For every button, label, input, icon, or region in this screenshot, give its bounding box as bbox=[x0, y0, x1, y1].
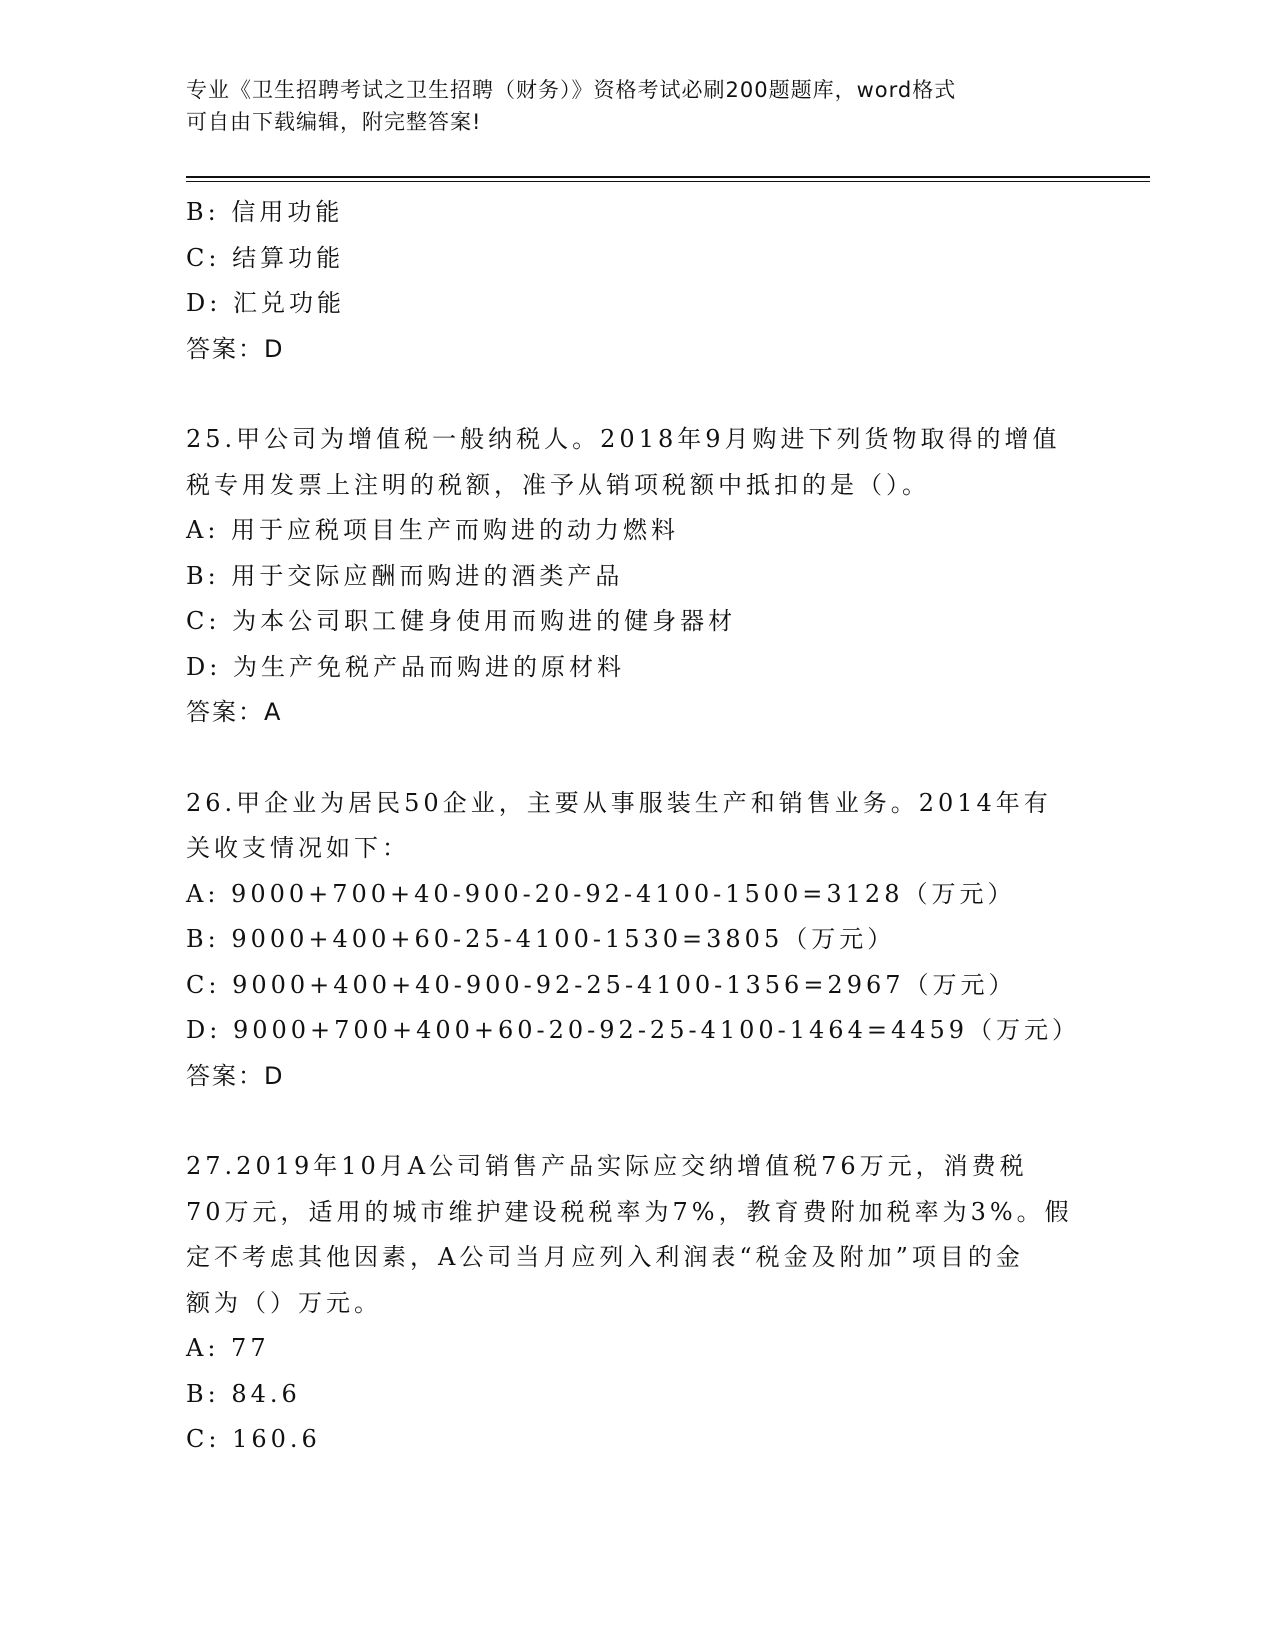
question-24-tail bbox=[186, 190, 1086, 372]
spacer bbox=[186, 736, 1086, 781]
question-27 bbox=[186, 1144, 1086, 1463]
question-26 bbox=[186, 781, 1086, 1100]
spacer bbox=[186, 1099, 1086, 1144]
option-d: D: 9000+700+400+60-20-92-25-4100-1464=4459（万元） bbox=[186, 1016, 1081, 1044]
question-text: 70万元，适用的城市维护建设税税率为7%，教育费附加税率为3%。假 bbox=[186, 1197, 1073, 1226]
header-title-line-1: 专业《卫生招聘考试之卫生招聘（财务）》资格考试必刷200题题库，word格式 bbox=[186, 78, 957, 102]
header-divider-thick bbox=[186, 176, 1150, 178]
question-text: 额为（）万元。 bbox=[186, 1288, 382, 1317]
option-a: A: 用于应税项目生产而购进的动力燃料 bbox=[186, 516, 680, 544]
option-b: B: 9000+400+60-25-4100-1530=3805（万元） bbox=[186, 925, 896, 953]
question-text: 定不考虑其他因素，A公司当月应列入利润表“税金及附加”项目的金 bbox=[186, 1243, 1024, 1271]
spacer bbox=[186, 372, 1086, 417]
question-text: 税专用发票上注明的税额，准予从销项税额中抵扣的是（）。 bbox=[186, 470, 930, 499]
option-c: C: 160.6 bbox=[186, 1425, 321, 1453]
option-c: C: 为本公司职工健身使用而购进的健身器材 bbox=[186, 607, 737, 635]
option-b: B: 用于交际应酬而购进的酒类产品 bbox=[186, 561, 624, 590]
option-d: D: 汇兑功能 bbox=[186, 289, 345, 317]
option-a: A: 77 bbox=[186, 1334, 270, 1362]
question-text: 关收支情况如下： bbox=[186, 834, 410, 862]
header-divider-thin bbox=[186, 181, 1150, 182]
option-a: A: 9000+700+40-900-20-92-4100-1500=3128（万元） bbox=[186, 879, 1016, 908]
answer: 答案：D bbox=[186, 334, 285, 363]
question-text: 27.2019年10月A公司销售产品实际应交纳增值税76万元，消费税 bbox=[186, 1152, 1028, 1180]
document-header bbox=[186, 74, 1086, 138]
option-b: B: 84.6 bbox=[186, 1379, 301, 1408]
answer: 答案：A bbox=[186, 698, 283, 726]
question-text: 26.甲企业为居民50企业，主要从事服装生产和销售业务。2014年有 bbox=[186, 788, 1052, 817]
header-title-line-2: 可自由下载编辑，附完整答案! bbox=[186, 110, 482, 134]
question-text: 25.甲公司为增值税一般纳税人。2018年9月购进下列货物取得的增值 bbox=[186, 425, 1061, 453]
option-c: C: 结算功能 bbox=[186, 243, 345, 272]
question-25 bbox=[186, 417, 1086, 736]
option-b: B: 信用功能 bbox=[186, 198, 344, 226]
question-content bbox=[186, 190, 1086, 1463]
answer: 答案：D bbox=[186, 1061, 285, 1090]
option-c: C: 9000+400+40-900-92-25-4100-1356=2967（万元） bbox=[186, 970, 1017, 999]
option-d: D: 为生产免税产品而购进的原材料 bbox=[186, 652, 625, 681]
